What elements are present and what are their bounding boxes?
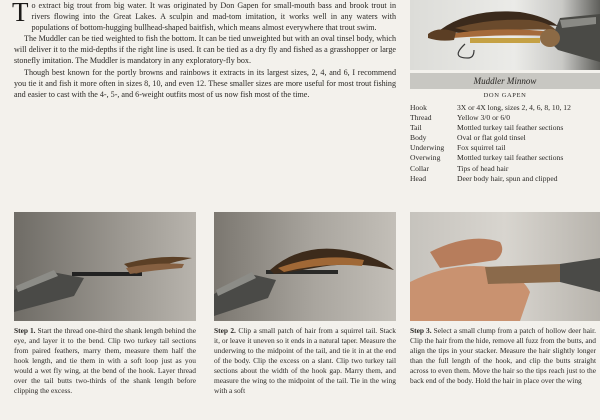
step-2-text [214, 326, 396, 396]
recipe-row [410, 103, 600, 113]
recipe-label: Head [410, 173, 427, 183]
step-1-photo [14, 212, 196, 321]
recipe-title: Muddler Minnow [410, 73, 600, 89]
recipe-value: Mottled turkey tail feather sections [457, 123, 564, 133]
step-3-text [410, 326, 596, 386]
step-2-body: Clip a small patch of hair from a squirrel tail. Stack it, or leave it uneven so it ends in a natural taper. Measure the underwing to the midpoint of the tail, and tie it in at the end of the body. Clip the excess on a slant. Clip two turkey tail sections about the width of the hook gap. Marry them, and measure the wing to the midpoint of the tail. Tie in the wing with a soft [214, 326, 396, 395]
intro-text [14, 0, 396, 100]
recipe-value: Oval or flat gold tinsel [457, 133, 526, 143]
step-2-label: Step 2. [214, 326, 236, 335]
step-3-label: Step 3. [410, 326, 432, 335]
recipe-row [410, 164, 600, 174]
recipe-table [410, 103, 600, 184]
recipe-label: Body [410, 133, 427, 143]
intro-paragraph-1: To extract big trout from big water. It was originated by Don Gapen for small-mouth bass and brook trout in rivers flowing into the Great Lakes. A sculpin and mad-tom imitation, it works well in any waters with populations of bottom-hugging bullhead-shaped baitfish, which means almost everywhere that trout swim. [12, 0, 396, 33]
recipe-value: 3X or 4X long, sizes 2, 4, 6, 8, 10, 12 [457, 103, 571, 112]
recipe-label: Underwing [410, 143, 445, 153]
recipe-label: Thread [410, 113, 432, 123]
intro-paragraph-2: The Muddler can be tied weighted to fish the bottom. It can be tied unweighted but with an oval tinsel body, which will deliver it to the mid-depths if the right line is used. It can be tied as a dry fly and fished as a grasshopper or large stonefly imitation. The Muddler is mandatory in any exploratory-fly box. [14, 34, 396, 66]
step-1-body: Start the thread one-third the shank length behind the eye, and layer it to the bend. Clip two turkey tail sections from paired feathers, marry them, measure them half the hook length, and tie them in with a soft loop just as you would a wet fly wing, at the bend of the hook. Layer thread over the tail butts two-thirds of the shank length before clipping the excess. [14, 326, 196, 395]
step-1-label: Step 1. [14, 326, 36, 335]
recipe-credit: DON GAPEN [483, 92, 527, 99]
recipe-label: Overwing [410, 153, 441, 163]
recipe-row [410, 133, 600, 143]
muddler-minnow-fly-image [410, 0, 600, 70]
step-3-photo [410, 212, 600, 321]
recipe-value: Deer body hair, spun and clipped [457, 173, 558, 183]
recipe-row [410, 174, 600, 184]
drop-cap: T [12, 0, 29, 27]
intro-paragraph-3: Though best known for the portly browns and rainbows it extracts in its largest sizes, 2, 4, and 6, I recommend you tie it and fish it more often in sizes 8, 10, and even 12. These smaller sizes are more useful for most trout fishing and easier to cast with the 4-, 5-, and 6-weight outfits most of us now fish most of the time. [14, 67, 396, 99]
step-3-fly-image [410, 212, 600, 321]
recipe-row [410, 143, 600, 153]
recipe-value: Fox squirrel tail [457, 143, 506, 153]
recipe-label: Tail [410, 123, 422, 133]
recipe-value: Tips of head hair [457, 163, 509, 173]
recipe-row [410, 153, 600, 163]
recipe-value: Yellow 3/0 or 6/0 [457, 113, 511, 123]
fly-photo [410, 0, 600, 70]
step-2-fly-image [214, 212, 396, 321]
step-1-fly-image [14, 212, 196, 321]
step-1-text [14, 326, 196, 396]
recipe-label: Hook [410, 103, 427, 112]
step-3-body: Select a small clump from a patch of hollow deer hair. Clip the hair from the hide, remove all fuzz from the butts, and align the tips in your stacker. Measure the hair slightly longer than the full length of the hook, and clip the butts straight across to even them. Move the hair so the tips reach just to the back end of the body. Hold the hair in place over the wing [410, 326, 596, 385]
recipe-value: Mottled turkey tail feather sections [457, 153, 564, 163]
recipe-row [410, 113, 600, 123]
step-2-photo [214, 212, 396, 321]
recipe-row [410, 123, 600, 133]
recipe-label: Collar [410, 163, 429, 173]
